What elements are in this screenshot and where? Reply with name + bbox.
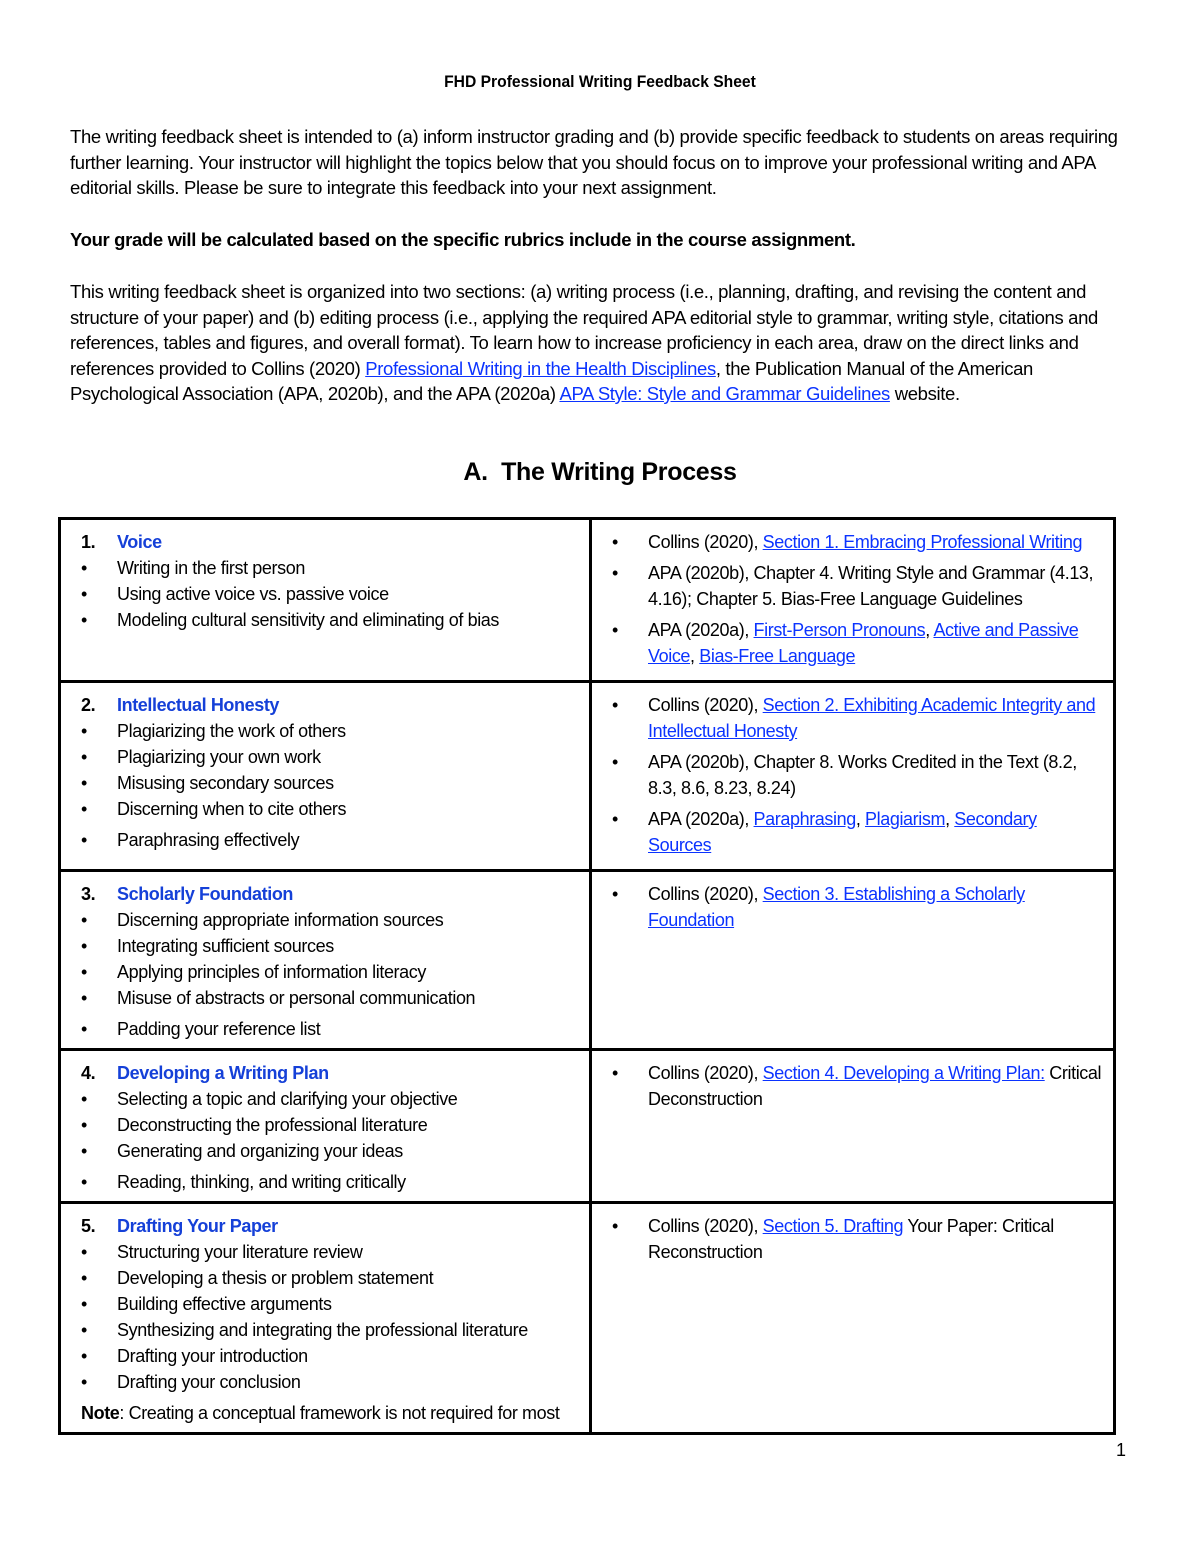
list-item: • Paraphrasing effectively (81, 827, 579, 853)
reference-separator: , (945, 809, 955, 829)
topic-list (81, 718, 579, 853)
reference-text: Collins (2020), (648, 884, 763, 904)
professional-writing-link[interactable]: Professional Writing in the Health Disciplines (365, 357, 716, 379)
topic-cell (60, 519, 591, 682)
list-item: • Using active voice vs. passive voice (81, 581, 579, 607)
list-item: • Reading, thinking, and writing critically (81, 1169, 579, 1195)
list-item: • Deconstructing the professional literature (81, 1112, 579, 1138)
reference-text: Your Paper: Critical Reconstruction (648, 1216, 1054, 1262)
reference-link[interactable]: Secondary Sources (648, 809, 1037, 855)
section-a-letter: A. (463, 458, 488, 486)
list-item: • Padding your reference list (81, 1016, 579, 1042)
reference-item (612, 806, 1103, 858)
reference-link[interactable]: Section 2. Exhibiting Academic Integrity and Intellectual Honesty (648, 695, 1096, 741)
topic-number: 1. (81, 532, 96, 552)
organization-text-1: This writing feedback sheet is organized into two sections: (a) writing process (i.e., planning, drafting, and revising the content and structure of your paper) and (b) editing process (i.e., applying the required APA editorial style to grammar, writing style, citations and references, tables and figures, and overall format). To learn how to increase proficiency in each area, draw on the direct links and references provided to Collins (2020) (70, 281, 1098, 379)
topic-title: Developing a Writing Plan (117, 1063, 329, 1083)
reference-list (612, 881, 1103, 933)
topic-list (81, 1239, 579, 1395)
topic-cell (60, 871, 591, 1050)
references-cell (591, 1050, 1115, 1203)
list-item: • Modeling cultural sensitivity and eliminating of bias (81, 607, 579, 633)
reference-item (612, 529, 1103, 555)
intro-paragraph: The writing feedback sheet is intended to (a) inform instructor grading and (b) provide specific feedback to students on areas requiring further learning. Your instructor will highlight the topics below that you should focus on to improve your professional writing and APA editorial skills. Please be sure to integrate this feedback into your next assignment. (70, 126, 1118, 198)
organization-text-2: , the Publication Manual of the American Psychological Association (APA, 2020b), and the APA (2020a) (70, 357, 1033, 404)
section-a-title: The Writing Process (501, 458, 737, 486)
reference-item (612, 1060, 1103, 1112)
list-item: • Plagiarizing the work of others (81, 718, 579, 744)
writing-process-table (58, 517, 1116, 1435)
reference-link[interactable]: First-Person Pronouns (753, 620, 926, 640)
topic-title: Drafting Your Paper (117, 1216, 278, 1236)
topic-title: Voice (117, 532, 162, 552)
list-item: • Plagiarizing your own work (81, 744, 579, 770)
list-item: • Structuring your literature review (81, 1239, 579, 1265)
reference-text: APA (2020a), (648, 620, 754, 640)
topic-number: 3. (81, 884, 96, 904)
list-item: • Discerning when to cite others (81, 796, 579, 822)
list-item: • Misuse of abstracts or personal communication (81, 985, 579, 1011)
list-item: • Developing a thesis or problem statement (81, 1265, 579, 1291)
topic-heading (81, 692, 579, 718)
organization-paragraph (70, 279, 1130, 407)
table-row (60, 1050, 1115, 1203)
topic-note (81, 1400, 579, 1426)
topic-heading (81, 529, 579, 555)
topic-number: 4. (81, 1063, 96, 1083)
list-item: • Synthesizing and integrating the professional literature (81, 1317, 579, 1343)
reference-text: Collins (2020), (648, 1216, 763, 1236)
reference-item: • APA (2020b), Chapter 8. Works Credited in the Text (8.2, 8.3, 8.6, 8.23, 8.24) (612, 749, 1103, 801)
reference-text: Critical Deconstruction (648, 1063, 1102, 1109)
list-item: • Selecting a topic and clarifying your objective (81, 1086, 579, 1112)
reference-list (612, 692, 1103, 858)
list-item: • Misusing secondary sources (81, 770, 579, 796)
note-label: Note (81, 1403, 120, 1423)
topic-title: Intellectual Honesty (117, 695, 280, 715)
organization-text-3: website. (889, 383, 960, 404)
reference-list (612, 529, 1103, 669)
topic-list (81, 907, 579, 1042)
list-item: • Generating and organizing your ideas (81, 1138, 579, 1164)
reference-item (612, 617, 1103, 669)
grade-notice: Your grade will be calculated based on the specific rubrics include in the course assignment. (70, 229, 856, 250)
reference-link[interactable]: Bias-Free Language (699, 646, 856, 666)
reference-link[interactable]: Active and Passive Voice (648, 620, 1079, 666)
topic-number: 5. (81, 1216, 96, 1236)
references-cell (591, 871, 1115, 1050)
reference-item (612, 692, 1103, 744)
list-item: • Building effective arguments (81, 1291, 579, 1317)
table-row (60, 1203, 1115, 1434)
apa-style-guidelines-link[interactable]: APA Style: Style and Grammar Guidelines (559, 383, 890, 404)
list-item: • Applying principles of information literacy (81, 959, 579, 985)
reference-link[interactable]: Paraphrasing (753, 809, 856, 829)
reference-separator: , (690, 646, 700, 666)
topic-list (81, 555, 579, 633)
table-row (60, 519, 1115, 682)
table-row (60, 871, 1115, 1050)
list-item: • Discerning appropriate information sources (81, 907, 579, 933)
list-item: • Integrating sufficient sources (81, 933, 579, 959)
topic-cell (60, 1203, 591, 1434)
reference-text: Collins (2020), (648, 695, 763, 715)
list-item: • Drafting your conclusion (81, 1369, 579, 1395)
reference-text: Collins (2020), (648, 1063, 763, 1083)
reference-item (612, 881, 1103, 933)
topic-heading (81, 1213, 579, 1239)
note-text: : Creating a conceptual framework is not required for most (119, 1403, 560, 1423)
reference-link[interactable]: Section 4. Developing a Writing Plan: (762, 1063, 1045, 1083)
reference-text: Collins (2020), (648, 532, 763, 552)
reference-separator: , (925, 620, 934, 640)
list-item: • Drafting your introduction (81, 1343, 579, 1369)
reference-link[interactable]: Plagiarism (865, 809, 946, 829)
topic-heading (81, 881, 579, 907)
table-row (60, 682, 1115, 871)
list-item: • Writing in the first person (81, 555, 579, 581)
topic-list (81, 1086, 579, 1195)
reference-text: APA (2020a), (648, 809, 754, 829)
section-a-heading (0, 458, 1200, 487)
reference-item: • APA (2020b), Chapter 4. Writing Style and Grammar (4.13, 4.16); Chapter 5. Bias-Free Language Guidelines (612, 560, 1103, 612)
reference-link[interactable]: Section 1. Embracing Professional Writing (762, 532, 1083, 552)
references-cell (591, 682, 1115, 871)
references-cell (591, 519, 1115, 682)
reference-separator: , (855, 809, 866, 829)
page-number: 1 (1116, 1440, 1127, 1460)
topic-title: Scholarly Foundation (117, 884, 294, 904)
reference-item (612, 1213, 1103, 1265)
references-cell (591, 1203, 1115, 1434)
reference-link[interactable]: Section 3. Establishing a Scholarly Foundation (648, 884, 1025, 930)
document-title: FHD Professional Writing Feedback Sheet (444, 72, 756, 91)
reference-list (612, 1213, 1103, 1265)
reference-list (612, 1060, 1103, 1112)
topic-heading (81, 1060, 579, 1086)
topic-cell (60, 1050, 591, 1203)
topic-cell (60, 682, 591, 871)
reference-link[interactable]: Section 5. Drafting (762, 1216, 904, 1236)
topic-number: 2. (81, 695, 96, 715)
